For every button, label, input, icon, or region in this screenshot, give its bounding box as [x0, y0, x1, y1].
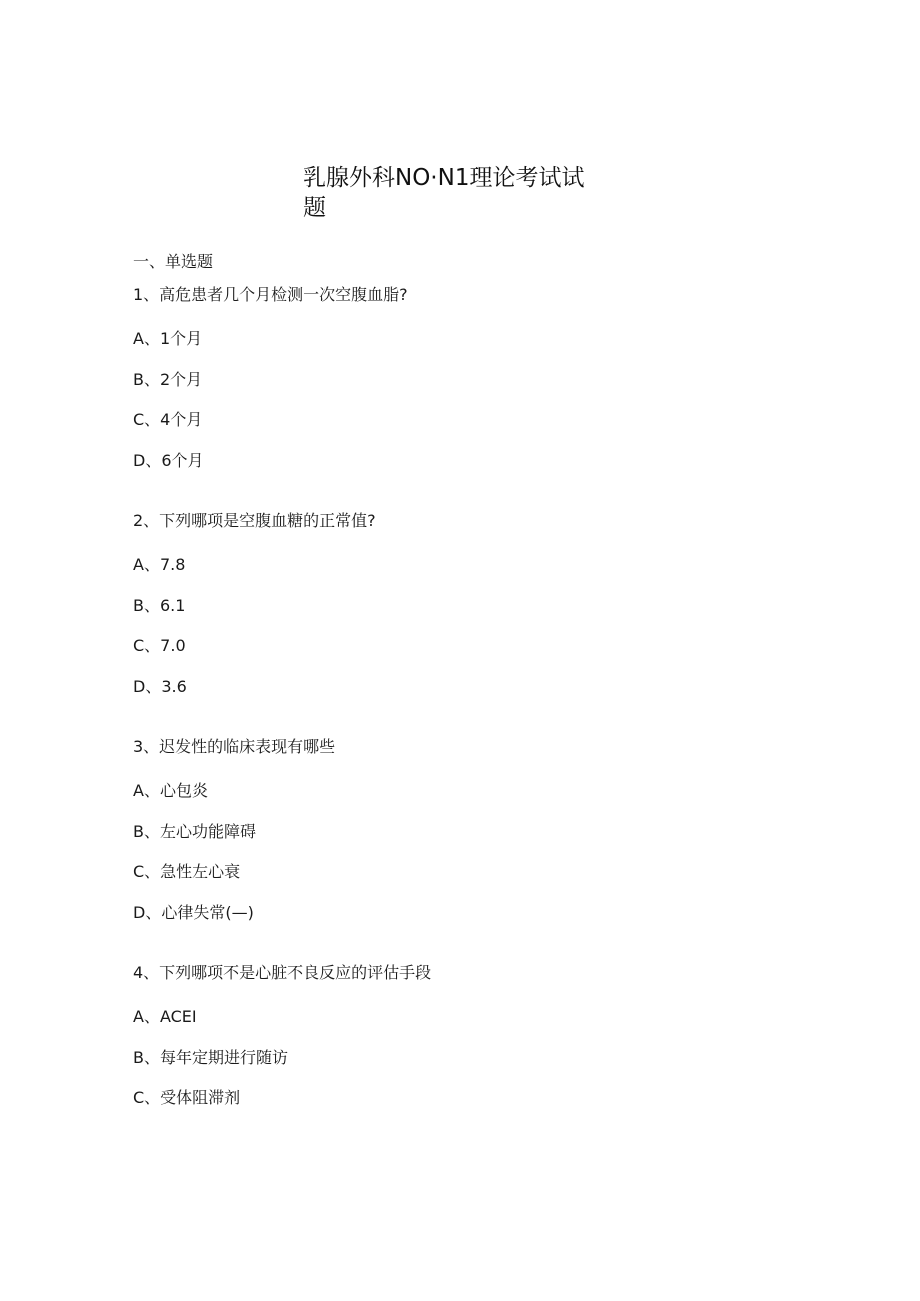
question-3-option-c: C、急性左心衰 [133, 862, 241, 881]
question-1-option-b: B、2个月 [133, 370, 203, 389]
section-heading: 一、单选题 [133, 252, 214, 271]
question-1-option-c: C、4个月 [133, 410, 203, 429]
question-4-option-b: B、每年定期进行随访 [133, 1048, 288, 1067]
question-2-text: 2、下列哪项是空腹血糖的正常值? [133, 511, 376, 530]
question-1-option-d: D、6个月 [133, 451, 204, 470]
question-2-option-c: C、7.0 [133, 636, 186, 655]
question-3-option-b: B、左心功能障碍 [133, 822, 256, 841]
question-2-option-a: A、7.8 [133, 555, 186, 574]
question-3-option-a: A、心包炎 [133, 781, 208, 800]
question-1-option-a: A、1个月 [133, 329, 203, 348]
question-4-option-a: A、ACEI [133, 1007, 197, 1026]
question-2-option-b: B、6.1 [133, 596, 186, 615]
question-3-text: 3、迟发性的临床表现有哪些 [133, 737, 336, 756]
question-1-text: 1、高危患者几个月检测一次空腹血脂? [133, 285, 408, 304]
question-4-text: 4、下列哪项不是心脏不良反应的评估手段 [133, 963, 432, 982]
question-3-option-d: D、心律失常(—) [133, 903, 254, 922]
question-2-option-d: D、3.6 [133, 677, 187, 696]
document-title: 乳腺外科NO·N1理论考试试题 [303, 165, 585, 221]
question-4-option-c: C、受体阻滞剂 [133, 1088, 241, 1107]
